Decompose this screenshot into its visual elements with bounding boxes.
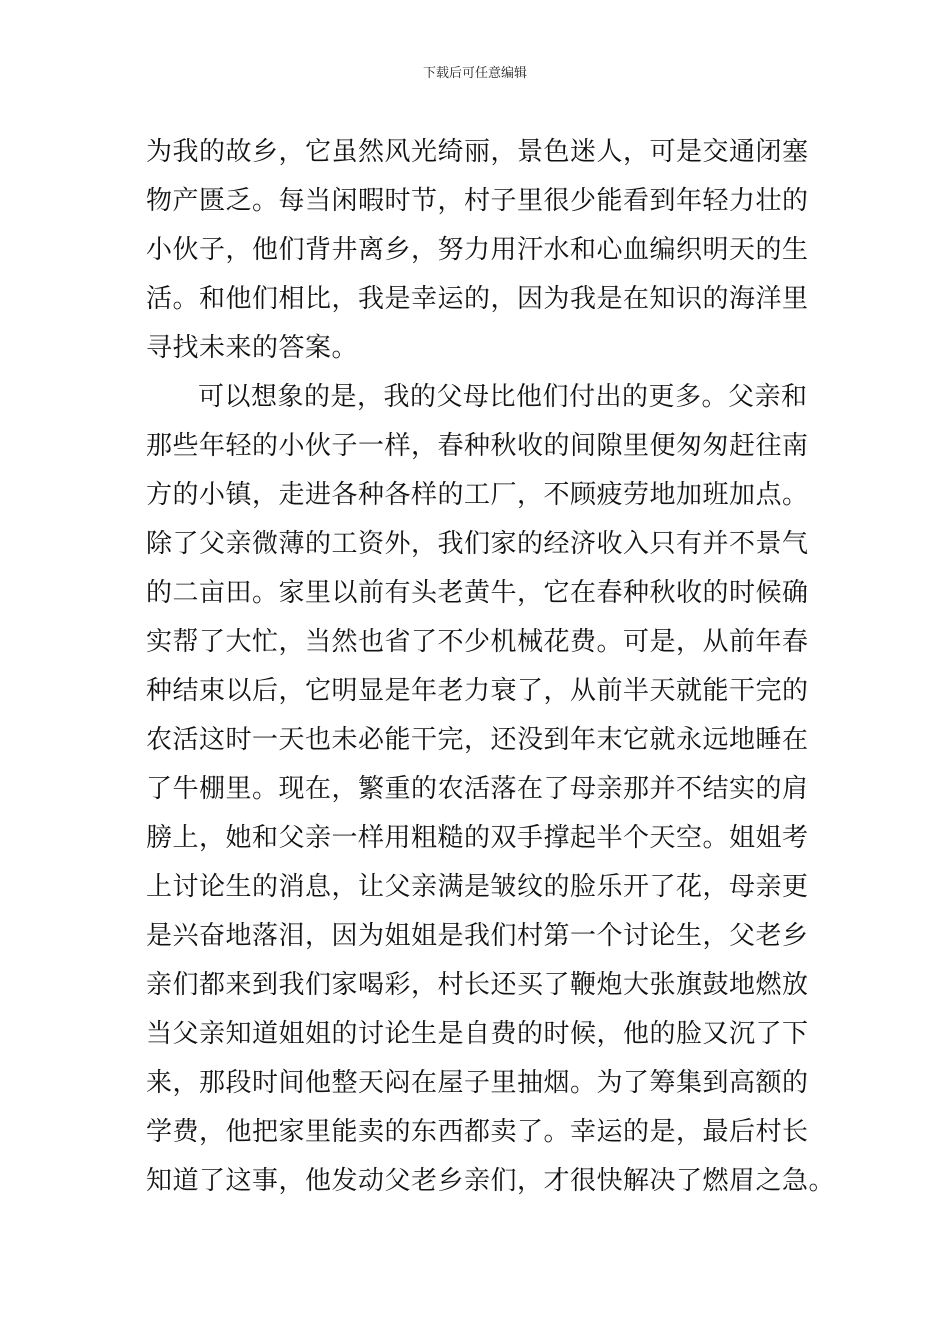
- text-line: 除了父亲微薄的工资外，我们家的经济收入只有并不景气: [146, 529, 809, 559]
- text-line: 上讨论生的消息，让父亲满是皱纹的脸乐开了花，母亲更: [146, 872, 809, 902]
- text-line: 物产匮乏。每当闲暇时节，村子里很少能看到年轻力壮的: [146, 186, 809, 216]
- text-line: 农活这时一天也未必能干完，还没到年末它就永远地睡在: [146, 725, 809, 755]
- text-line: 了牛棚里。现在，繁重的农活落在了母亲那并不结实的肩: [146, 774, 809, 804]
- text-line: 可以想象的是，我的父母比他们付出的更多。父亲和: [198, 382, 808, 412]
- text-line: 种结束以后，它明显是年老力衰了，从前半天就能干完的: [146, 676, 809, 706]
- text-line: 方的小镇，走进各种各样的工厂，不顾疲劳地加班加点。: [146, 480, 809, 510]
- text-line: 活。和他们相比，我是幸运的，因为我是在知识的海洋里: [146, 284, 809, 314]
- text-line: 来，那段时间他整天闷在屋子里抽烟。为了筹集到高额的: [146, 1068, 809, 1098]
- text-line: 的二亩田。家里以前有头老黄牛，它在春种秋收的时候确: [146, 578, 809, 608]
- text-line: 亲们都来到我们家喝彩，村长还买了鞭炮大张旗鼓地燃放: [146, 970, 809, 1000]
- text-line: 膀上，她和父亲一样用粗糙的双手撑起半个天空。姐姐考: [146, 823, 809, 853]
- text-line: 寻找未来的答案。: [146, 333, 359, 363]
- text-line: 是兴奋地落泪，因为姐姐是我们村第一个讨论生，父老乡: [146, 921, 809, 951]
- page-header: 下载后可任意编辑: [422, 66, 527, 81]
- text-line: 小伙子，他们背井离乡，努力用汗水和心血编织明天的生: [146, 235, 809, 265]
- body-text: [146, 128, 836, 1206]
- text-line: 那些年轻的小伙子一样，春种秋收的间隙里便匆匆赶往南: [146, 431, 809, 461]
- text-line: 学费，他把家里能卖的东西都卖了。幸运的是，最后村长: [146, 1117, 809, 1147]
- text-line: 当父亲知道姐姐的讨论生是自费的时候，他的脸又沉了下: [146, 1019, 809, 1049]
- text-line: 知道了这事，他发动父老乡亲们，才很快解决了燃眉之急。: [146, 1166, 836, 1196]
- text-line: 实帮了大忙，当然也省了不少机械花费。可是，从前年春: [146, 627, 809, 657]
- text-line: 为我的故乡，它虽然风光绮丽，景色迷人，可是交通闭塞: [146, 137, 809, 167]
